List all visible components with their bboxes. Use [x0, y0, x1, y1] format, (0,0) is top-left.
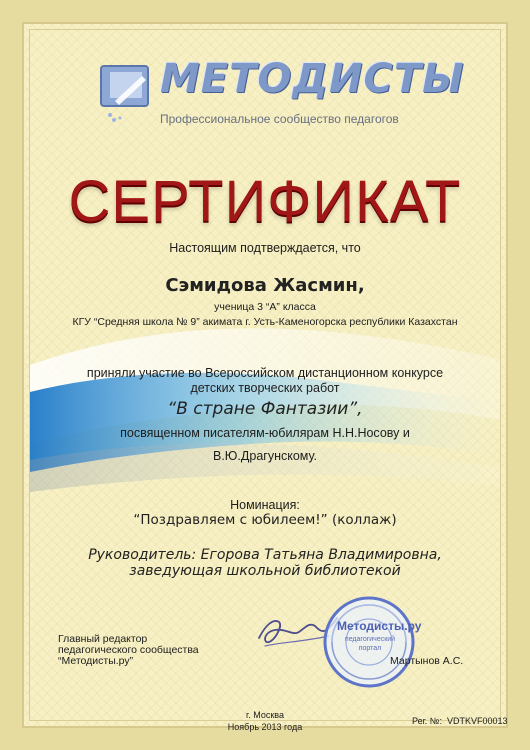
issue-city: г. Москва: [246, 710, 284, 720]
registration-label: Рег. №:: [412, 716, 442, 726]
stamp-line-2: педагогический: [344, 636, 396, 643]
editor-name: Мартынов А.С.: [390, 655, 464, 667]
nomination-value: “Поздравляем с юбилеем!” (коллаж): [133, 512, 397, 528]
confirmation-text: Настоящим подтверждается, что: [169, 241, 361, 255]
logo-title: МЕТОДИСТЫ: [160, 56, 465, 102]
certificate-title: СЕРТИФИКАТ: [68, 169, 462, 234]
leader-line-2: заведующая школьной библиотекой: [129, 563, 401, 579]
contest-name: “В стране Фантазии”,: [167, 399, 363, 419]
editor-title-line-2: педагогического сообщества: [58, 644, 199, 656]
recipient-role: ученица 3 “А” класса: [214, 301, 316, 313]
recipient-name: Сэмидова Жасмин,: [165, 275, 365, 296]
registration-number: VDTKVF00013: [447, 716, 508, 726]
recipient-school: КГУ “Средняя школа № 9” акимата г. Усть-Каменогорска республики Казахстан: [72, 316, 458, 328]
nomination-label: Номинация:: [230, 498, 300, 512]
stamp-line-3: портал: [358, 645, 382, 652]
participation-line-1: приняли участие во Всероссийском дистанционном конкурсе: [86, 366, 444, 380]
participation-line-2: детских творческих работ: [190, 381, 340, 395]
dedication-line-2: В.Ю.Драгунскому.: [212, 449, 317, 463]
leader-line-1: Руководитель: Егорова Татьяна Владимировна,: [88, 547, 442, 563]
logo-icon: [92, 58, 170, 128]
editor-title-line-3: “Методисты.ру”: [58, 655, 134, 667]
editor-title-line-1: Главный редактор: [58, 633, 148, 645]
dedication-line-1: посвященном писателям-юбилярам Н.Н.Носову и: [120, 426, 410, 440]
issue-date: Ноябрь 2013 года: [227, 722, 303, 732]
logo-subtitle: Профессиональное сообщество педагогов: [160, 112, 399, 126]
stamp-site: Методисты.ру: [337, 619, 422, 633]
